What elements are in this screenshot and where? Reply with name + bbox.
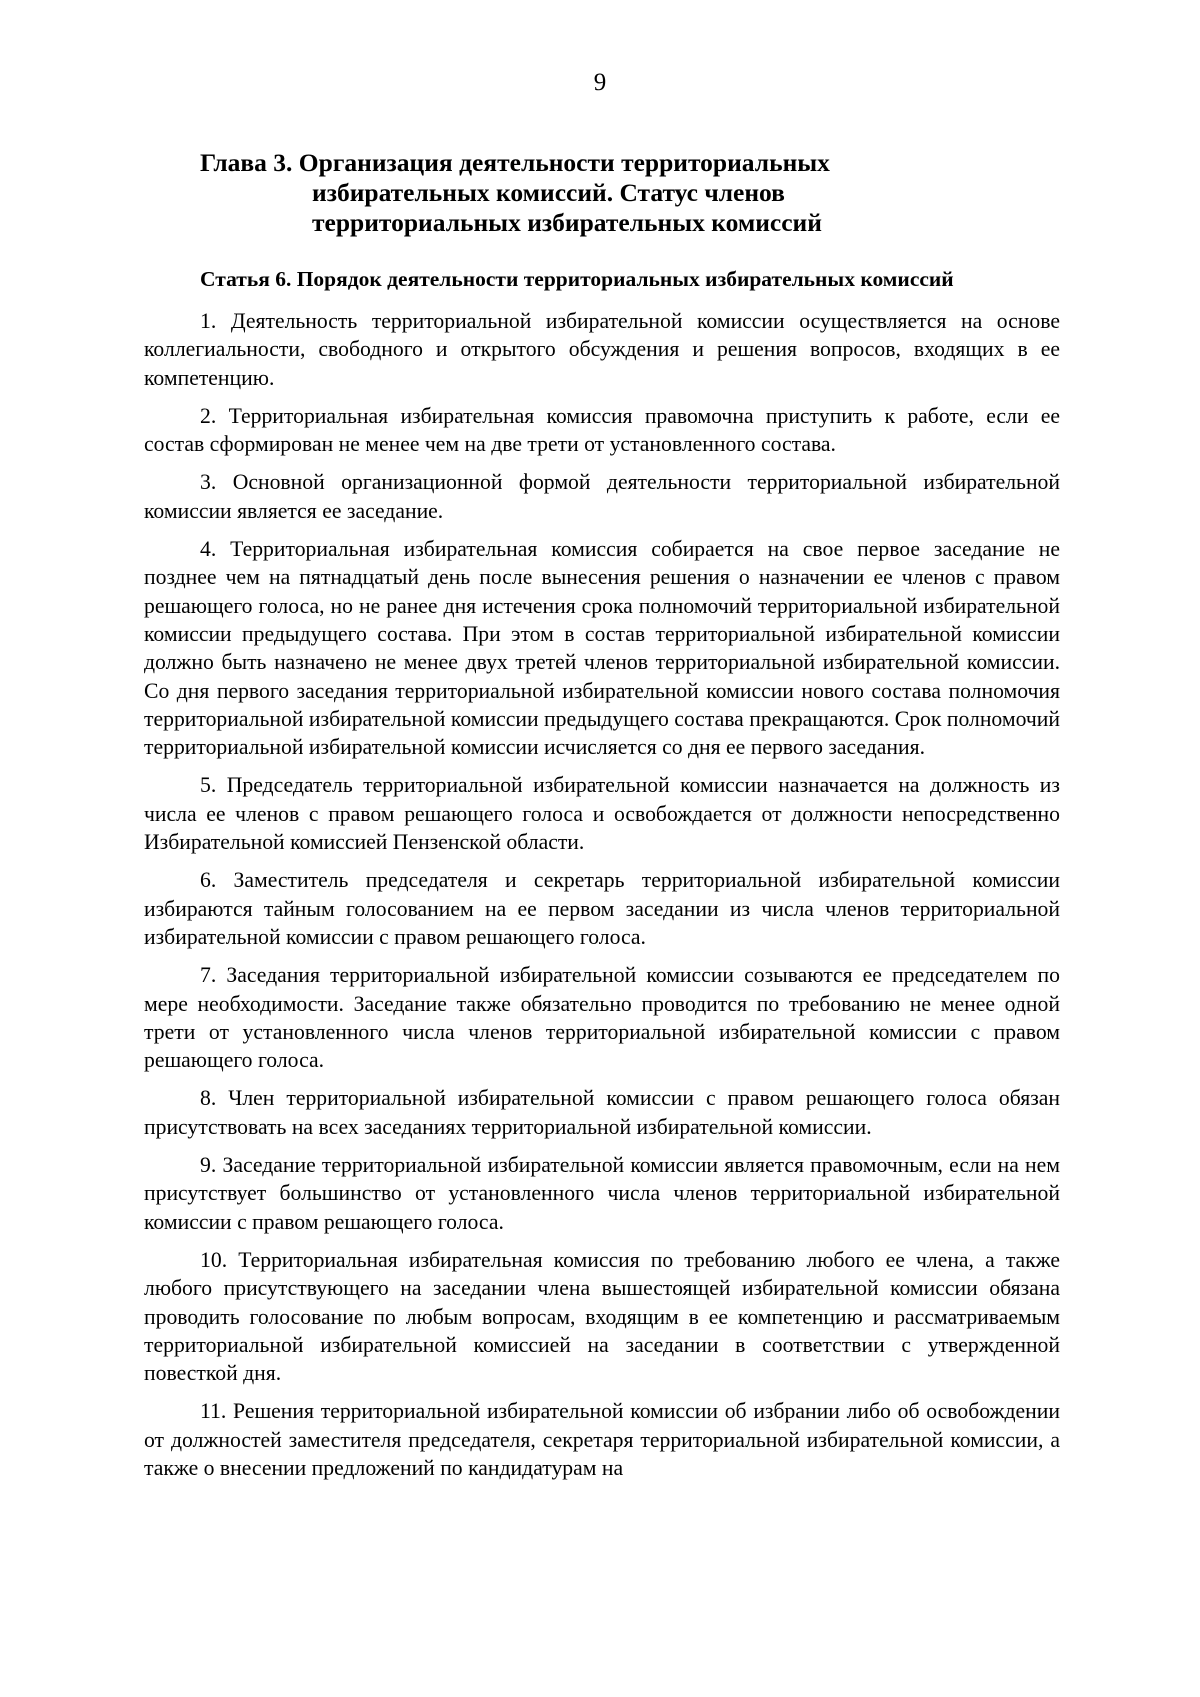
page-number: 9: [593, 69, 607, 96]
article-title: Статья 6. Порядок деятельности территориальных избирательных комиссий: [200, 267, 954, 291]
paragraph: 6. Заместитель председателя и секретарь территориальной избирательной комиссии избираются тайным голосованием на ее первом заседании из числа членов территориальной избирательной комиссии с правом решающего голоса.: [144, 868, 1060, 949]
chapter-title: [200, 148, 980, 238]
chapter-title-line: избирательных комиссий. Статус членов: [312, 178, 785, 207]
article-body: [144, 307, 1060, 1492]
paragraph: 11. Решения территориальной избирательной комиссии об избрании либо об освобождении от должностей заместителя председателя, секретаря территориальной избирательной комиссии, а также о внесении предложений по кандидатурам на: [144, 1399, 1060, 1480]
paragraph: 3. Основной организационной формой деятельности территориальной избирательной комиссии является ее заседание.: [144, 470, 1060, 523]
paragraph: 10. Территориальная избирательная комиссия по требованию любого ее члена, а также любого присутствующего на заседании члена вышестоящей избирательной комиссии обязана проводить голосование по любым вопросам, входящим в ее компетенцию и рассматриваемым территориальной избирательной комиссией на заседании в соответствии с утвержденной повесткой дня.: [144, 1247, 1060, 1386]
paragraph: 7. Заседания территориальной избирательной комиссии созываются ее председателем по мере необходимости. Заседание также обязательно проводится по требованию не менее одной трети от установленного числа членов территориальной избирательной комиссии с правом решающего голоса.: [144, 963, 1060, 1073]
paragraph: 8. Член территориальной избирательной комиссии с правом решающего голоса обязан присутствовать на всех заседаниях территориальной избирательной комиссии.: [144, 1086, 1060, 1139]
paragraph: 2. Территориальная избирательная комиссия правомочна приступить к работе, если ее состав сформирован не менее чем на две трети от установленного состава.: [144, 403, 1060, 457]
chapter-title-line: территориальных избирательных комиссий: [312, 208, 822, 237]
chapter-title-line: Глава 3. Организация деятельности территориальных: [200, 148, 830, 177]
paragraph: 1. Деятельность территориальной избирательной комиссии осуществляется на основе коллегиальности, свободного и открытого обсуждения и решения вопросов, входящих в ее компетенцию.: [144, 309, 1060, 390]
paragraph: 9. Заседание территориальной избирательной комиссии является правомочным, если на нем присутствует большинство от установленного числа членов территориальной избирательной комиссии с правом решающего голоса.: [144, 1153, 1060, 1234]
paragraph: 4. Территориальная избирательная комиссия собирается на свое первое заседание не позднее чем на пятнадцатый день после вынесения решения о назначении ее членов с правом решающего голоса, но не ранее дня истечения срока полномочий территориальной избирательной комиссии предыдущего состава. При этом в состав территориальной избирательной комиссии должно быть назначено не менее двух третей членов территориальной избирательной комиссии. Со дня первого заседания территориальной избирательной комиссии нового состава полномочия территориальной избирательной комиссии предыдущего состава прекращаются. Срок полномочий территориальной избирательной комиссии исчисляется со дня ее первого заседания.: [144, 537, 1060, 760]
paragraph: 5. Председатель территориальной избирательной комиссии назначается на должность из числа ее членов с правом решающего голоса и освобождается от должности непосредственно Избирательной комиссией Пензенской области.: [144, 773, 1060, 855]
